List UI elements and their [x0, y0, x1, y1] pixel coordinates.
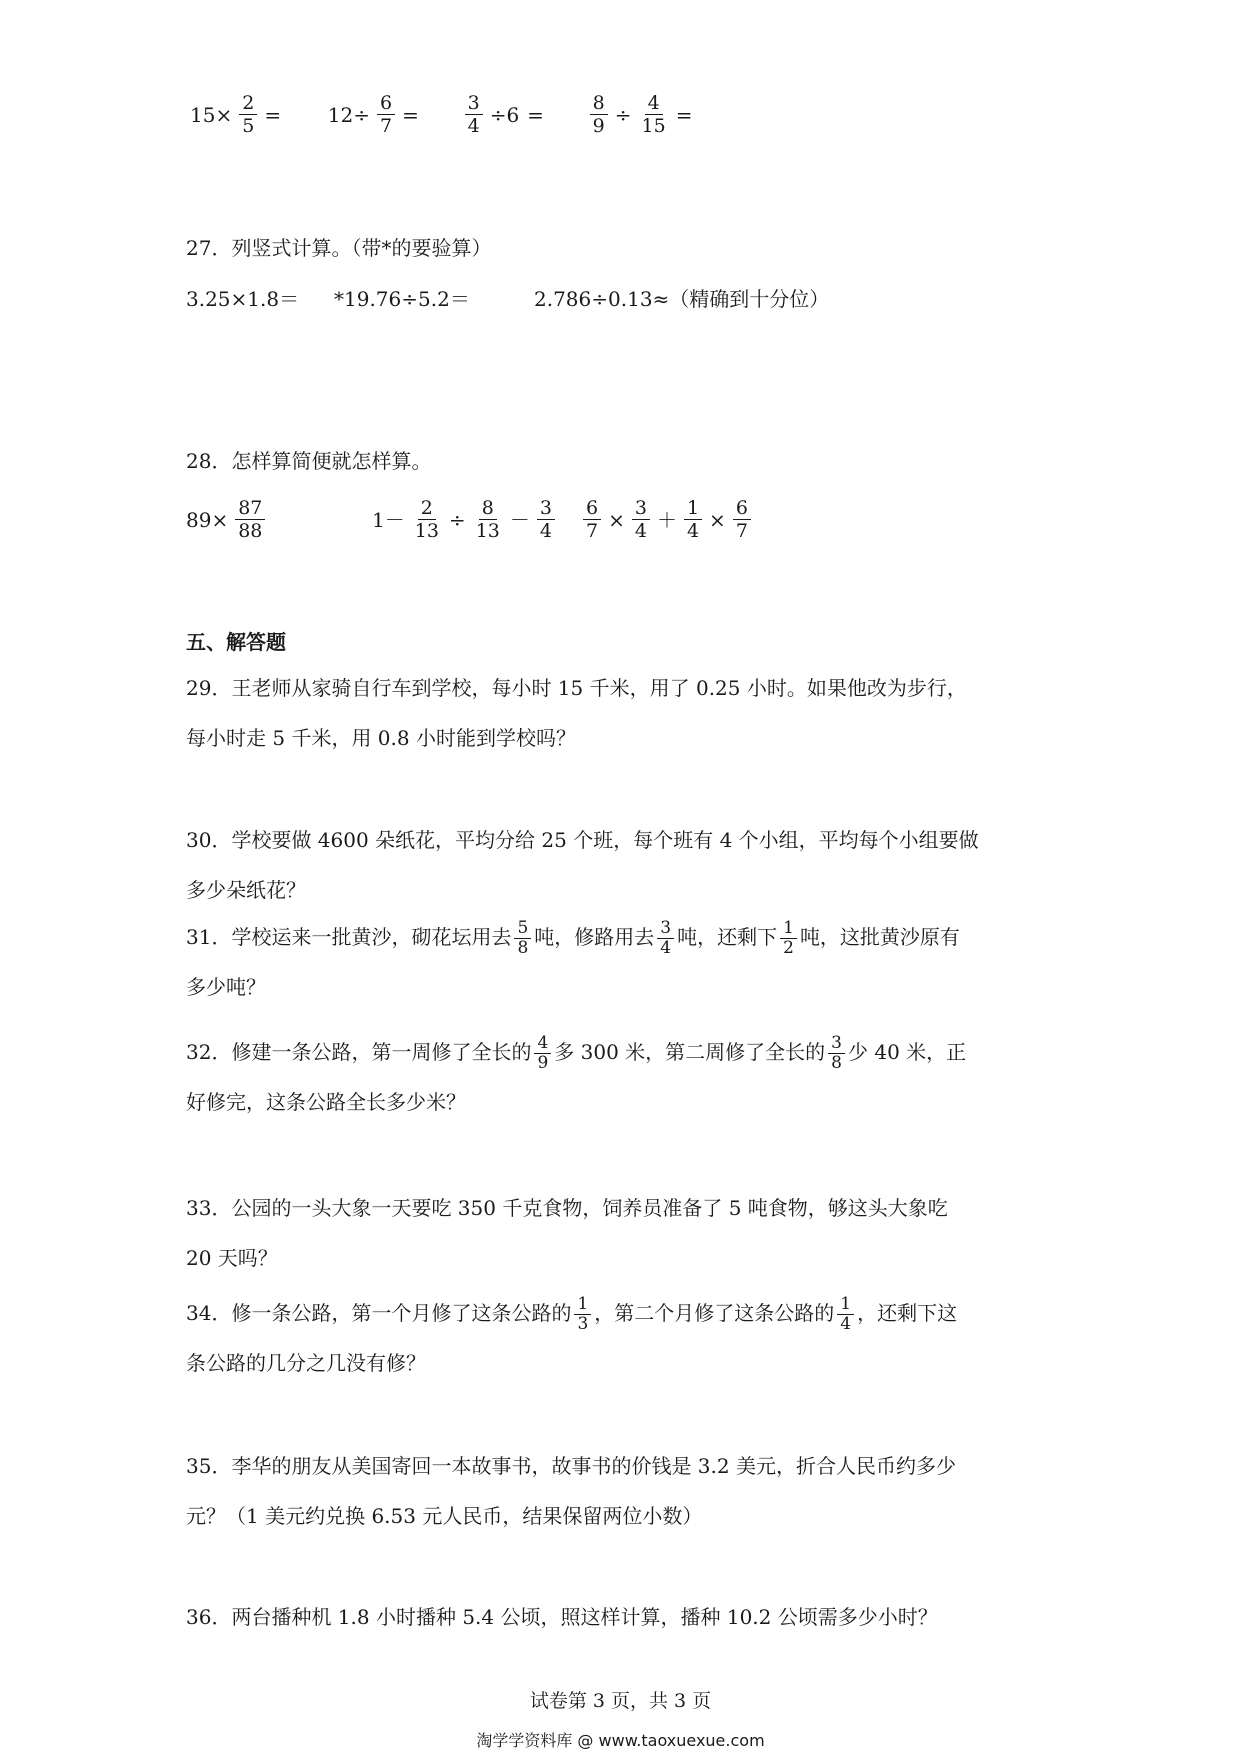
- q28-title: 28．怎样算简便就怎样算。: [186, 449, 432, 473]
- fraction: $\frac{1}{4}$: [684, 497, 702, 542]
- watermark: 淘学学资料库 @ www.taoxuexue.com: [476, 1731, 765, 1750]
- q27-title: 27．列竖式计算。（带*的要验算）: [186, 236, 492, 260]
- q28-expr-2: 1－ $\frac{2}{13}$ ÷ $\frac{8}{13}$ － $\frac{3}{4}$: [372, 497, 558, 542]
- q26-expr-2: 12÷ $\frac{6}{7}$ =: [327, 92, 419, 137]
- question-35: 35．李华的朋友从美国寄回一本故事书，故事书的价钱是 3.2 美元，折合人民币约多少 元？（1 美元约兑换 6.53 元人民币，结果保留两位小数）: [186, 1454, 956, 1528]
- q27-expr-1: 3.25×1.8＝: [186, 287, 300, 311]
- q26-expressions: [186, 92, 696, 137]
- fraction: $\frac{4}{15}$: [641, 92, 666, 137]
- fraction: $\frac{4}{9}$: [534, 1034, 551, 1073]
- fraction: $\frac{8}{13}$: [475, 497, 500, 542]
- fraction: $\frac{1}{3}$: [574, 1295, 591, 1334]
- section-heading: 五、解答题: [186, 630, 286, 654]
- fraction: $\frac{8}{9}$: [590, 92, 608, 137]
- fraction: $\frac{3}{4}$: [657, 919, 674, 958]
- page-footer: 试卷第 3 页，共 3 页: [529, 1690, 712, 1712]
- fraction: $\frac{6}{7}$: [583, 497, 601, 542]
- question-32: 32．修建一条公路，第一周修了全长的 $\frac{4}{9}$ 多 300 米，第二周修了全长的 $\frac{3}{8}$ 少 40 米，正 好修完，这条公路全长多少米？: [186, 1033, 967, 1114]
- question-29: 29．王老师从家骑自行车到学校，每小时 15 千米，用了 0.25 小时。如果他改为步行， 每小时走 5 千米，用 0.8 小时能到学校吗？: [186, 676, 967, 750]
- question-33: 33．公园的一头大象一天要吃 350 千克食物，饲养员准备了 5 吨食物，够这头大象吃 20 天吗？: [186, 1196, 948, 1270]
- fraction: $\frac{2}{13}$: [414, 497, 439, 542]
- q26-expr-4: $\frac{8}{9}$ ÷ $\frac{4}{15}$ =: [587, 101, 697, 125]
- fraction: $\frac{3}{4}$: [465, 92, 483, 137]
- q27-expr-3: 2.786÷0.13≈（精确到十分位）: [534, 287, 830, 311]
- fraction: $\frac{6}{7}$: [377, 92, 395, 137]
- fraction: $\frac{3}{4}$: [537, 497, 555, 542]
- fraction: $\frac{2}{5}$: [239, 92, 257, 137]
- question-31: 31．学校运来一批黄沙，砌花坛用去 $\frac{5}{8}$ 吨，修路用去 $\frac{3}{4}$ 吨，还剩下 $\frac{1}{2}$ 吨，这批黄沙原有 多少吨？: [186, 918, 960, 999]
- q26-expr-3: $\frac{3}{4}$ ÷6 =: [462, 101, 555, 125]
- fraction: $\frac{3}{8}$: [828, 1034, 845, 1073]
- question-30: 30．学校要做 4600 朵纸花，平均分给 25 个班，每个班有 4 个小组，平均每个小组要做 多少朵纸花？: [186, 828, 979, 902]
- fraction: $\frac{1}{4}$: [837, 1295, 854, 1334]
- fraction: $\frac{6}{7}$: [733, 497, 751, 542]
- question-36: 36．两台播种机 1.8 小时播种 5.4 公顷，照这样计算，播种 10.2 公顷需多少小时？: [186, 1605, 938, 1629]
- fraction: $\frac{3}{4}$: [632, 497, 650, 542]
- fraction: $\frac{5}{8}$: [514, 919, 531, 958]
- fraction: $\frac{1}{2}$: [780, 919, 797, 958]
- q28-expr-1: 89× $\frac{87}{88}$: [186, 497, 268, 542]
- q27-expr-2: *19.76÷5.2＝: [334, 287, 470, 311]
- question-34: 34．修一条公路，第一个月修了这条公路的 $\frac{1}{3}$ ，第二个月修了这条公路的 $\frac{1}{4}$ ，还剩下这 条公路的几分之几没有修？: [186, 1294, 958, 1375]
- q26-expr-1: 15× $\frac{2}{5}$ =: [190, 92, 282, 137]
- fraction: $\frac{87}{88}$: [235, 497, 265, 542]
- q28-expr-3: $\frac{6}{7}$ × $\frac{3}{4}$ ＋ $\frac{1}{4}$ × $\frac{6}{7}$: [580, 497, 754, 542]
